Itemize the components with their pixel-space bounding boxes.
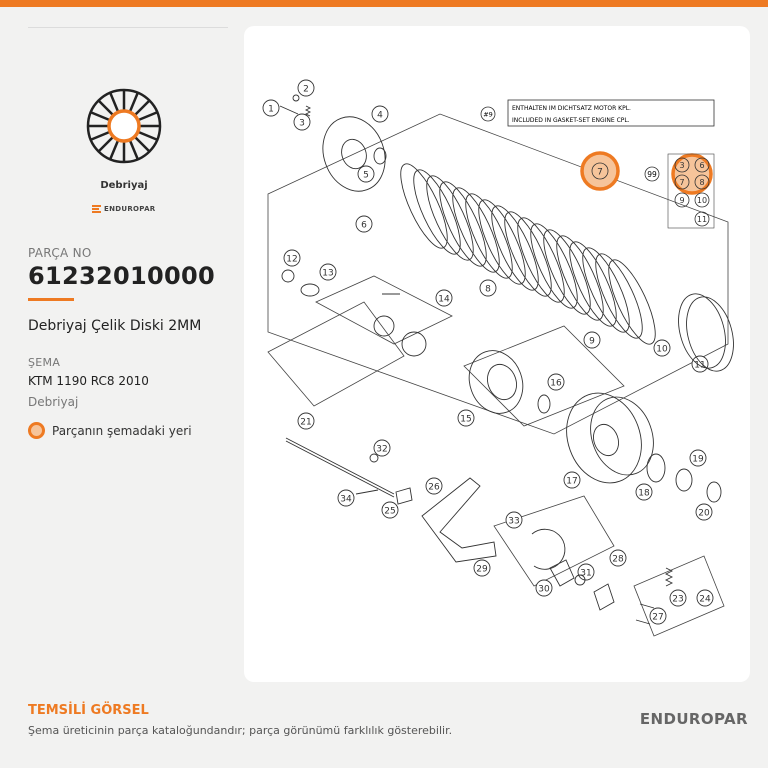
svg-text:18: 18 <box>638 488 650 499</box>
callout-7-highlight <box>582 153 618 189</box>
svg-text:21: 21 <box>300 417 312 428</box>
exploded-parts-diagram <box>244 26 750 682</box>
brand-mark-icon <box>92 205 101 213</box>
note-ref-callout <box>481 107 495 121</box>
callout-2 <box>298 80 314 96</box>
set-ref-callout <box>645 167 659 181</box>
callout-28 <box>610 550 626 566</box>
svg-text:10: 10 <box>696 196 708 205</box>
callout-29 <box>474 560 490 576</box>
callout-31 <box>578 564 594 580</box>
callout-10 <box>695 193 709 207</box>
callout-21 <box>298 413 314 429</box>
gasket-note <box>508 100 714 126</box>
footer-note: Şema üreticinin parça kataloğundandır; parça görünümü farklılık gösterebilir. <box>28 724 453 737</box>
svg-text:27: 27 <box>652 612 664 623</box>
svg-text:32: 32 <box>376 444 388 455</box>
part-number-label: PARÇA NO <box>28 246 92 260</box>
part-number: 61232010000 <box>28 262 215 290</box>
svg-text:6: 6 <box>699 161 705 170</box>
brand-logo-text: ENDUROPAR <box>104 205 156 213</box>
svg-text:34: 34 <box>340 494 352 505</box>
svg-text:6: 6 <box>361 220 367 231</box>
callout-12 <box>284 250 300 266</box>
callout-16 <box>548 374 564 390</box>
svg-text:7: 7 <box>597 167 603 178</box>
svg-text:7: 7 <box>679 178 685 187</box>
part-name: Debriyaj Çelik Diski 2MM <box>28 318 202 334</box>
category-label: Debriyaj <box>100 180 148 191</box>
legend-text: Parçanın şemadaki yeri <box>52 423 192 438</box>
svg-text:33: 33 <box>508 516 520 527</box>
svg-text:3: 3 <box>299 118 305 129</box>
footer-brand-logo[interactable]: ENDUROPAR <box>639 710 748 728</box>
callout-11 <box>695 212 709 226</box>
svg-text:#9: #9 <box>483 110 493 119</box>
callout-6 <box>356 216 372 232</box>
svg-text:2: 2 <box>303 84 309 95</box>
schema-category: Debriyaj <box>28 395 79 409</box>
callout-14 <box>436 290 452 306</box>
callout-17 <box>564 472 580 488</box>
svg-text:31: 31 <box>580 568 592 579</box>
part-number-underline <box>28 298 74 301</box>
svg-text:24: 24 <box>699 594 711 605</box>
svg-text:25: 25 <box>384 506 396 517</box>
svg-text:20: 20 <box>698 508 710 519</box>
svg-text:4: 4 <box>377 110 383 121</box>
callout-11 <box>692 356 708 372</box>
callout-4 <box>372 106 388 122</box>
svg-text:12: 12 <box>286 254 298 265</box>
footer-title: TEMSİLİ GÖRSEL <box>28 703 149 718</box>
svg-text:99: 99 <box>647 170 657 179</box>
svg-text:16: 16 <box>550 378 562 389</box>
svg-text:3: 3 <box>679 161 685 170</box>
location-marker-icon <box>28 422 45 439</box>
callout-10 <box>654 340 670 356</box>
diagram-panel <box>244 26 750 682</box>
svg-text:8: 8 <box>699 178 705 187</box>
note-line-1: ENTHALTEN IM DICHTSATZ MOTOR KPL. <box>512 105 631 112</box>
svg-text:1: 1 <box>268 104 274 115</box>
svg-text:8: 8 <box>485 284 491 295</box>
svg-text:13: 13 <box>322 268 334 279</box>
callout-24 <box>697 590 713 606</box>
note-line-2: INCLUDED IN GASKET-SET ENGINE CPL. <box>512 117 630 124</box>
callout-25 <box>382 502 398 518</box>
svg-text:23: 23 <box>672 594 684 605</box>
callout-9 <box>584 332 600 348</box>
svg-text:11: 11 <box>694 360 706 371</box>
callout-18 <box>636 484 652 500</box>
svg-text:15: 15 <box>460 414 472 425</box>
callout-13 <box>320 264 336 280</box>
callout-20 <box>696 504 712 520</box>
svg-text:10: 10 <box>656 344 668 355</box>
callout-33 <box>506 512 522 528</box>
callout-26 <box>426 478 442 494</box>
svg-text:19: 19 <box>692 454 704 465</box>
clutch-disc-icon <box>86 88 162 164</box>
svg-text:29: 29 <box>476 564 488 575</box>
callout-34 <box>338 490 354 506</box>
brand-logo-small[interactable] <box>92 205 155 213</box>
callout-1 <box>263 100 279 116</box>
schema-label: ŞEMA <box>28 356 61 369</box>
callout-32 <box>374 440 390 456</box>
top-accent-bar <box>0 0 768 7</box>
callout-8 <box>480 280 496 296</box>
callout-30 <box>536 580 552 596</box>
callout-3 <box>294 114 310 130</box>
callout-15 <box>458 410 474 426</box>
schema-model: KTM 1190 RC8 2010 <box>28 374 149 388</box>
location-legend <box>28 422 192 439</box>
svg-text:26: 26 <box>428 482 440 493</box>
callout-19 <box>690 450 706 466</box>
svg-text:30: 30 <box>538 584 550 595</box>
callout-23 <box>670 590 686 606</box>
divider <box>28 27 228 28</box>
svg-text:14: 14 <box>438 294 450 305</box>
svg-text:11: 11 <box>696 215 708 224</box>
svg-text:9: 9 <box>679 196 685 205</box>
svg-text:5: 5 <box>363 170 369 181</box>
callout-9 <box>675 193 689 207</box>
svg-text:9: 9 <box>589 336 595 347</box>
callout-5 <box>358 166 374 182</box>
svg-text:17: 17 <box>566 476 578 487</box>
svg-text:28: 28 <box>612 554 624 565</box>
callout-27 <box>650 608 666 624</box>
